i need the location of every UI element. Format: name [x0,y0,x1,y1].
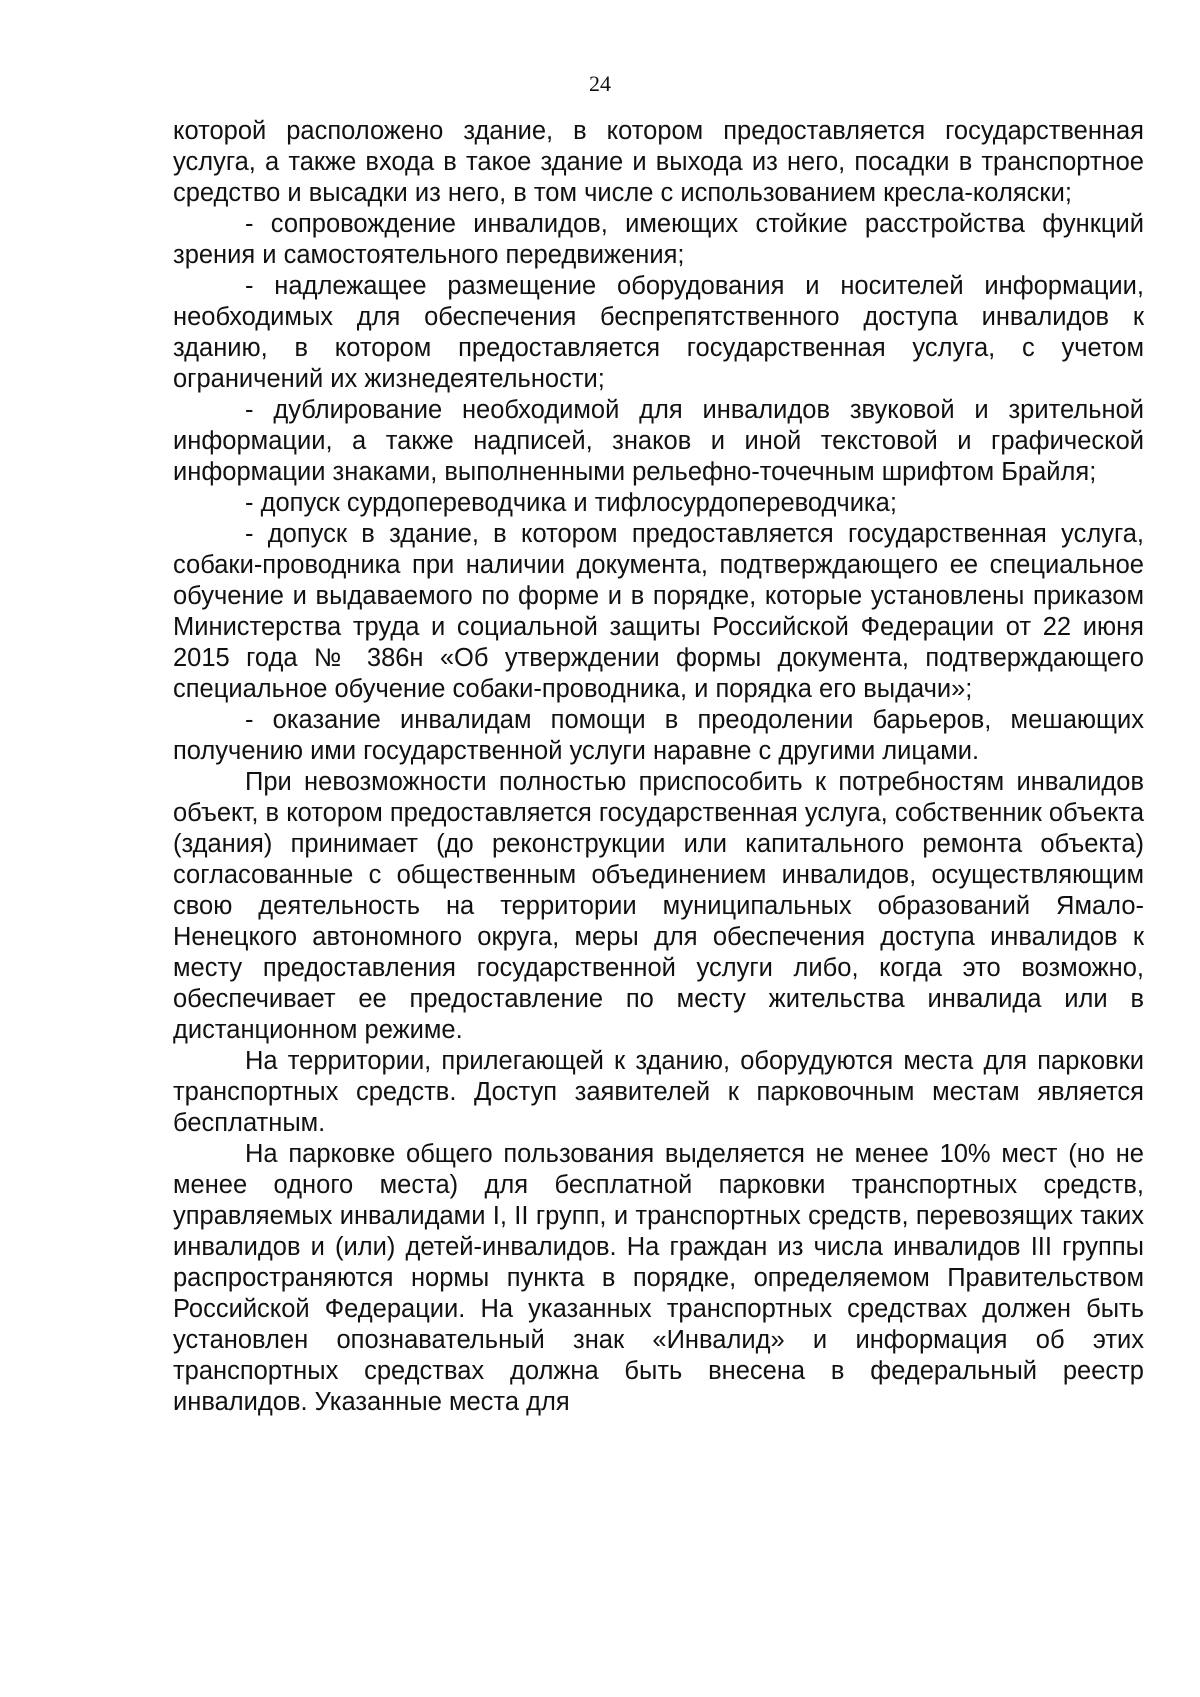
list-item-barrier-assistance: - оказание инвалидам помощи в преодолении барьеров, мешающих получению ими государственной услуги наравне с другими лицами. [173,706,1144,765]
list-item-information-duplication: - дублирование необходимой для инвалидов звуковой и зрительной информации, а также надписей, знаков и иной текстовой и графической информации знаками, выполненными рельефно-точечным шрифтом Брайля; [173,396,1144,486]
document-body [173,116,1144,1418]
list-item-equipment-placement: - надлежащее размещение оборудования и носителей информации, необходимых для обеспечения беспрепятственного доступа инвалидов к зданию, в котором предоставляется государственная услуга, с учетом ограничений их жизнедеятельности; [173,272,1144,393]
list-item-guide-dog-admission: - допуск в здание, в котором предоставляется государственная услуга, собаки-проводника при наличии документа, подтверждающего ее специальное обучение и выдаваемого по форме и в порядке, которые установлены приказом Министерства труда и социальной защиты Российской Федерации от 22 июня 2015 года № 386н «Об утверждении формы документа, подтверждающего специальное обучение собаки-проводника, и порядка его выдачи»; [173,520,1144,703]
paragraph-continuation: которой расположено здание, в котором предоставляется государственная услуга, а также входа в такое здание и выхода из него, посадки в транспортное средство и высадки из него, в том числе с использованием кресла-коляски; [173,117,1144,207]
list-item-interpreter-admission: - допуск сурдопереводчика и тифлосурдопереводчика; [245,489,897,517]
list-item-escort: - сопровождение инвалидов, имеющих стойкие расстройства функций зрения и самостоятельного передвижения; [173,210,1144,269]
paragraph-disabled-parking: На парковке общего пользования выделяется не менее 10% мест (но не менее одного места) для бесплатной парковки транспортных средств, управляемых инвалидами I, II групп, и транспортных средств, перевозящих таких инвалидов и (или) детей-инвалидов. На граждан из числа инвалидов III группы распространяются нормы пункта в порядке, определяемом Правительством Российской Федерации. На указанных транспортных средствах должен быть установлен опознавательный знак «Инвалид» и информация об этих транспортных средствах должна быть внесена в федеральный реестр инвалидов. Указанные места для [173,1140,1144,1416]
paragraph-accessibility-measures: При невозможности полностью приспособить к потребностям инвалидов объект, в котором предоставляется государственная услуга, собственник объекта (здания) принимает (до реконструкции или капитального ремонта объекта) согласованные с общественным объединением инвалидов, осуществляющим свою деятельность на территории муниципальных образований Ямало-Ненецкого автономного округа, меры для обеспечения доступа инвалидов к месту предоставления государственной услуги либо, когда это возможно, обеспечивает ее предоставление по месту жительства инвалида или в дистанционном режиме. [173,768,1144,1044]
page-number: 24 [589,71,611,96]
paragraph-parking-spaces: На территории, прилегающей к зданию, оборудуются места для парковки транспортных средств. Доступ заявителей к парковочным местам является бесплатным. [173,1047,1144,1137]
